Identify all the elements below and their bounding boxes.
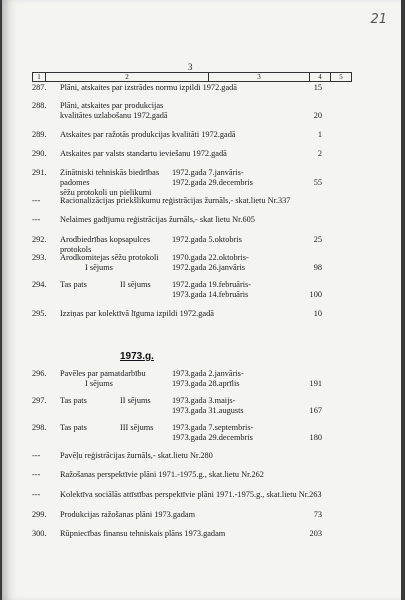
item-dash: --- (32, 196, 41, 205)
item-dates: 1973.gada 3.maijs- 1973.gada 31.augusts (172, 396, 244, 415)
item-dash: --- (32, 451, 41, 460)
item-count: 100 (309, 290, 322, 299)
item-number: 292. (32, 235, 47, 244)
item-description: Plāni, atskaites par produkcijas kvalitātes uzlabošanu 1972.gadā (60, 101, 168, 120)
item-count: 191 (309, 379, 322, 388)
item-number: 296. (32, 369, 47, 378)
item-number: 294. (32, 280, 47, 289)
year-heading: 1973.g. (120, 351, 154, 362)
item-number: 287. (32, 83, 47, 92)
item-dash: --- (32, 490, 41, 499)
item-description: Atskaites par ražotās produkcijas kvalitāti 1972.gadā (60, 130, 236, 139)
item-number: 289. (32, 130, 47, 139)
item-count: 167 (309, 406, 322, 415)
item-description: Zinātniski tehniskās biedrības padomes sēžu protokoli un pielikumi (60, 168, 160, 197)
item-dates: 1973.gada 2.janvāris- 1973.gada 28.aprīlis (172, 369, 244, 388)
item-volume: II sējums (120, 280, 151, 289)
column-header-3: 3 (209, 73, 310, 81)
column-header-5: 5 (339, 73, 343, 81)
item-number: 300. (32, 529, 47, 538)
item-number: 295. (32, 309, 47, 318)
item-dates: 1972.gada 7.janvāris- 1972.gada 29.decembris (172, 168, 253, 187)
item-description: Tas pats (60, 396, 87, 405)
item-count: 20 (313, 111, 322, 120)
item-count: 25 (313, 235, 322, 244)
column-header-2: 2 (46, 73, 209, 81)
item-count: 180 (309, 433, 322, 442)
item-dates: 1972.gada 19.februāris- 1973.gada 14.februāris (172, 280, 252, 299)
item-count: 2 (317, 149, 322, 158)
item-description: Ražošanas perspektīvie plāni 1971.-1975.g., skat.lietu Nr.262 (60, 470, 264, 479)
item-number: 291. (32, 168, 47, 177)
column-header-4: 4 (310, 73, 331, 81)
item-dash: --- (32, 470, 41, 479)
item-description: Racionalizācijas priekšlikumu reģistrācijas žurnāls,- skat.lietu Nr.337 (60, 196, 291, 205)
document-page (2, 0, 401, 600)
item-count: 1 (317, 130, 322, 139)
item-description: Nelaimes gadījumu reģistrācijas žurnāls,- skat lietu Nr.605 (60, 215, 255, 224)
item-description: Tas pats (60, 423, 87, 432)
item-date: 1972.gada 5.oktobris (172, 235, 242, 244)
item-description: Kolektīva sociālās attīstības perspektīvie plāni 1971.-1975.g., skat.lietu Nr.263 (60, 490, 322, 499)
item-count: 98 (313, 263, 322, 272)
item-number: 298. (32, 423, 47, 432)
page-number: 3 (188, 62, 193, 72)
item-description: Produkcijas ražošanas plāni 1973.gadam (60, 510, 196, 519)
item-number: 299. (32, 510, 47, 519)
item-description: Pavēļu reģistrācijas žurnāls,- skat.lietu Nr.280 (60, 451, 213, 460)
item-dash: --- (32, 215, 41, 224)
item-number: 288. (32, 101, 47, 110)
item-description: Rūpniecības finansu tehniskais plāns 1973.gadam (60, 529, 226, 538)
item-volume: III sējums (120, 423, 154, 432)
item-dates: 1970.gada 22.oktobris- 1972.gada 26.janvāris (172, 253, 249, 272)
handwritten-page-number: 21 (370, 12, 387, 27)
item-description: Atskaites par valsts standartu ieviešanu 1972.gadā (60, 149, 227, 158)
item-count: 73 (313, 510, 322, 519)
item-description: Plāni, atskaites par izstrādes normu izpildi 1972.gadā (60, 83, 237, 92)
item-description: Arodkomitejas sēžu protokoli I sējums (60, 253, 159, 272)
item-description: Tas pats (60, 280, 87, 289)
item-description: Pavēles par pamatdarbību I sējums (60, 369, 146, 388)
item-volume: II sējums (120, 396, 151, 405)
item-count: 15 (313, 83, 322, 92)
item-number: 293. (32, 253, 47, 262)
column-header-table (32, 72, 352, 82)
item-count: 10 (313, 309, 322, 318)
column-header-1: 1 (33, 73, 46, 81)
item-number: 297. (32, 396, 47, 405)
item-description: Izziņas par kolektīvā līguma izpildi 1972.gadā (60, 309, 214, 318)
item-number: 290. (32, 149, 47, 158)
item-count: 55 (313, 178, 322, 187)
item-count: 203 (309, 529, 322, 538)
item-description: Arodbiedrības kopsapulces protokols (60, 235, 151, 254)
item-dates: 1973.gada 7.septembris- 1973.gada 29.decembris (172, 423, 254, 442)
